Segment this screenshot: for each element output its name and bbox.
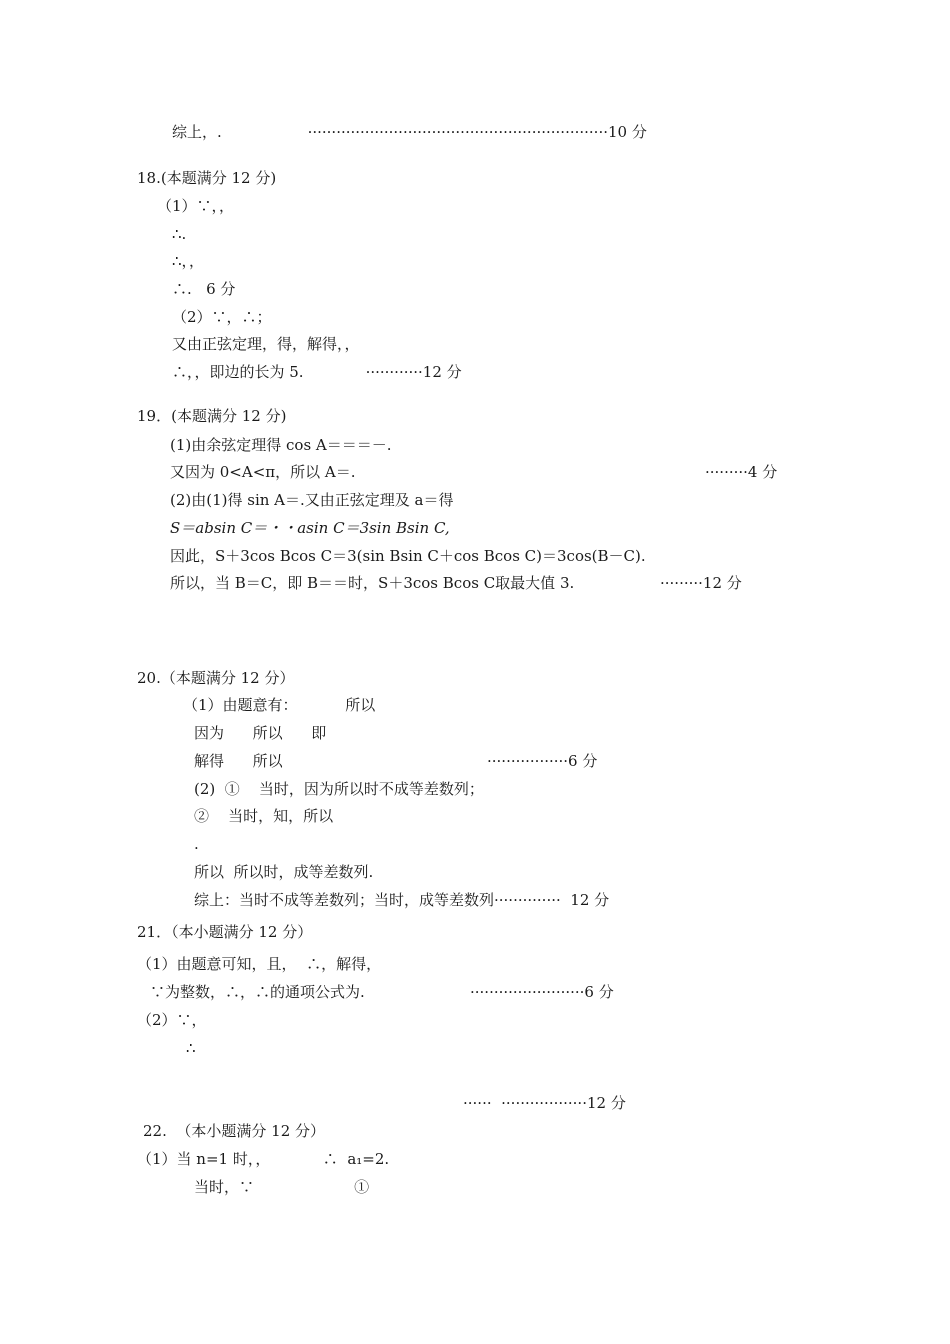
text-line: （1）由题意可知，且， ∴，解得，: [137, 955, 382, 973]
text-line: 解得 所以: [194, 752, 283, 770]
text-line: ∵为整数，∴，∴的通项公式为.: [150, 983, 365, 1001]
problem-22-heading: 22. （本小题满分 12 分）: [143, 1122, 326, 1140]
text-line: S＝absin C＝・・asin C＝3sin Bsin C,: [170, 519, 450, 537]
text-line: 所以，当 B＝C，即 B＝＝时，S＋3cos Bcos C取最大值 3.: [170, 574, 575, 592]
text-line: .: [194, 835, 199, 853]
text-line: （1）由题意有： 所以: [183, 696, 376, 714]
text-line: 又由正弦定理，得，解得，，: [172, 335, 360, 353]
problem-21-heading: 21．（本小题满分 12 分）: [137, 923, 313, 941]
problem-20-heading: 20.（本题满分 12 分）: [137, 669, 295, 687]
score-marker: ·················6 分: [487, 752, 598, 770]
text-line: （1）当 n=1 时，， ∴ a₁=2.: [137, 1150, 390, 1168]
text-line: (2) ① 当时，因为所以时不成等差数列；: [194, 780, 484, 798]
text-line: ∴. 6 分: [172, 280, 236, 298]
text-line: 当时，∵ ①: [194, 1178, 370, 1196]
text-line: (2)由(1)得 sin A＝.又由正弦定理及 a＝得: [170, 491, 454, 509]
text-line: ∴: [186, 1039, 196, 1057]
text-line: 综上，. ·······························································10 分: [172, 123, 647, 141]
text-line: 所以 所以时，成等差数列.: [194, 863, 374, 881]
text-line: 因为 所以 即: [194, 724, 327, 742]
text-line: 又因为 0<A<π，所以 A＝.: [170, 463, 356, 481]
text-line: （2）∵，∴；: [172, 308, 272, 326]
text-line: （1）∵，，: [157, 197, 235, 215]
text-line: ∴，，即边的长为 5. ············12 分: [172, 363, 462, 381]
score-marker: ·········12 分: [660, 574, 742, 592]
text-line: ∴，，: [172, 252, 205, 270]
score-marker: ·········4 分: [705, 463, 778, 481]
text-line: (1)由余弦定理得 cos A＝＝＝－.: [170, 436, 392, 454]
text-line: ∴.: [172, 225, 187, 243]
problem-19-heading: 19．(本题满分 12 分): [137, 407, 287, 425]
problem-18-heading: 18.(本题满分 12 分): [137, 169, 277, 187]
text-line: 综上：当时不成等差数列；当时，成等差数列·············· 12 分: [194, 891, 610, 909]
text-line: 因此，S＋3cos Bcos C＝3(sin Bsin C＋cos Bcos C)＝3cos(B－C).: [170, 547, 646, 565]
score-marker: ························6 分: [470, 983, 614, 1001]
score-marker: ······ ··················12 分: [463, 1094, 626, 1112]
text-line: ② 当时，知，所以: [194, 807, 334, 825]
text-line: （2）∵，: [137, 1011, 207, 1029]
